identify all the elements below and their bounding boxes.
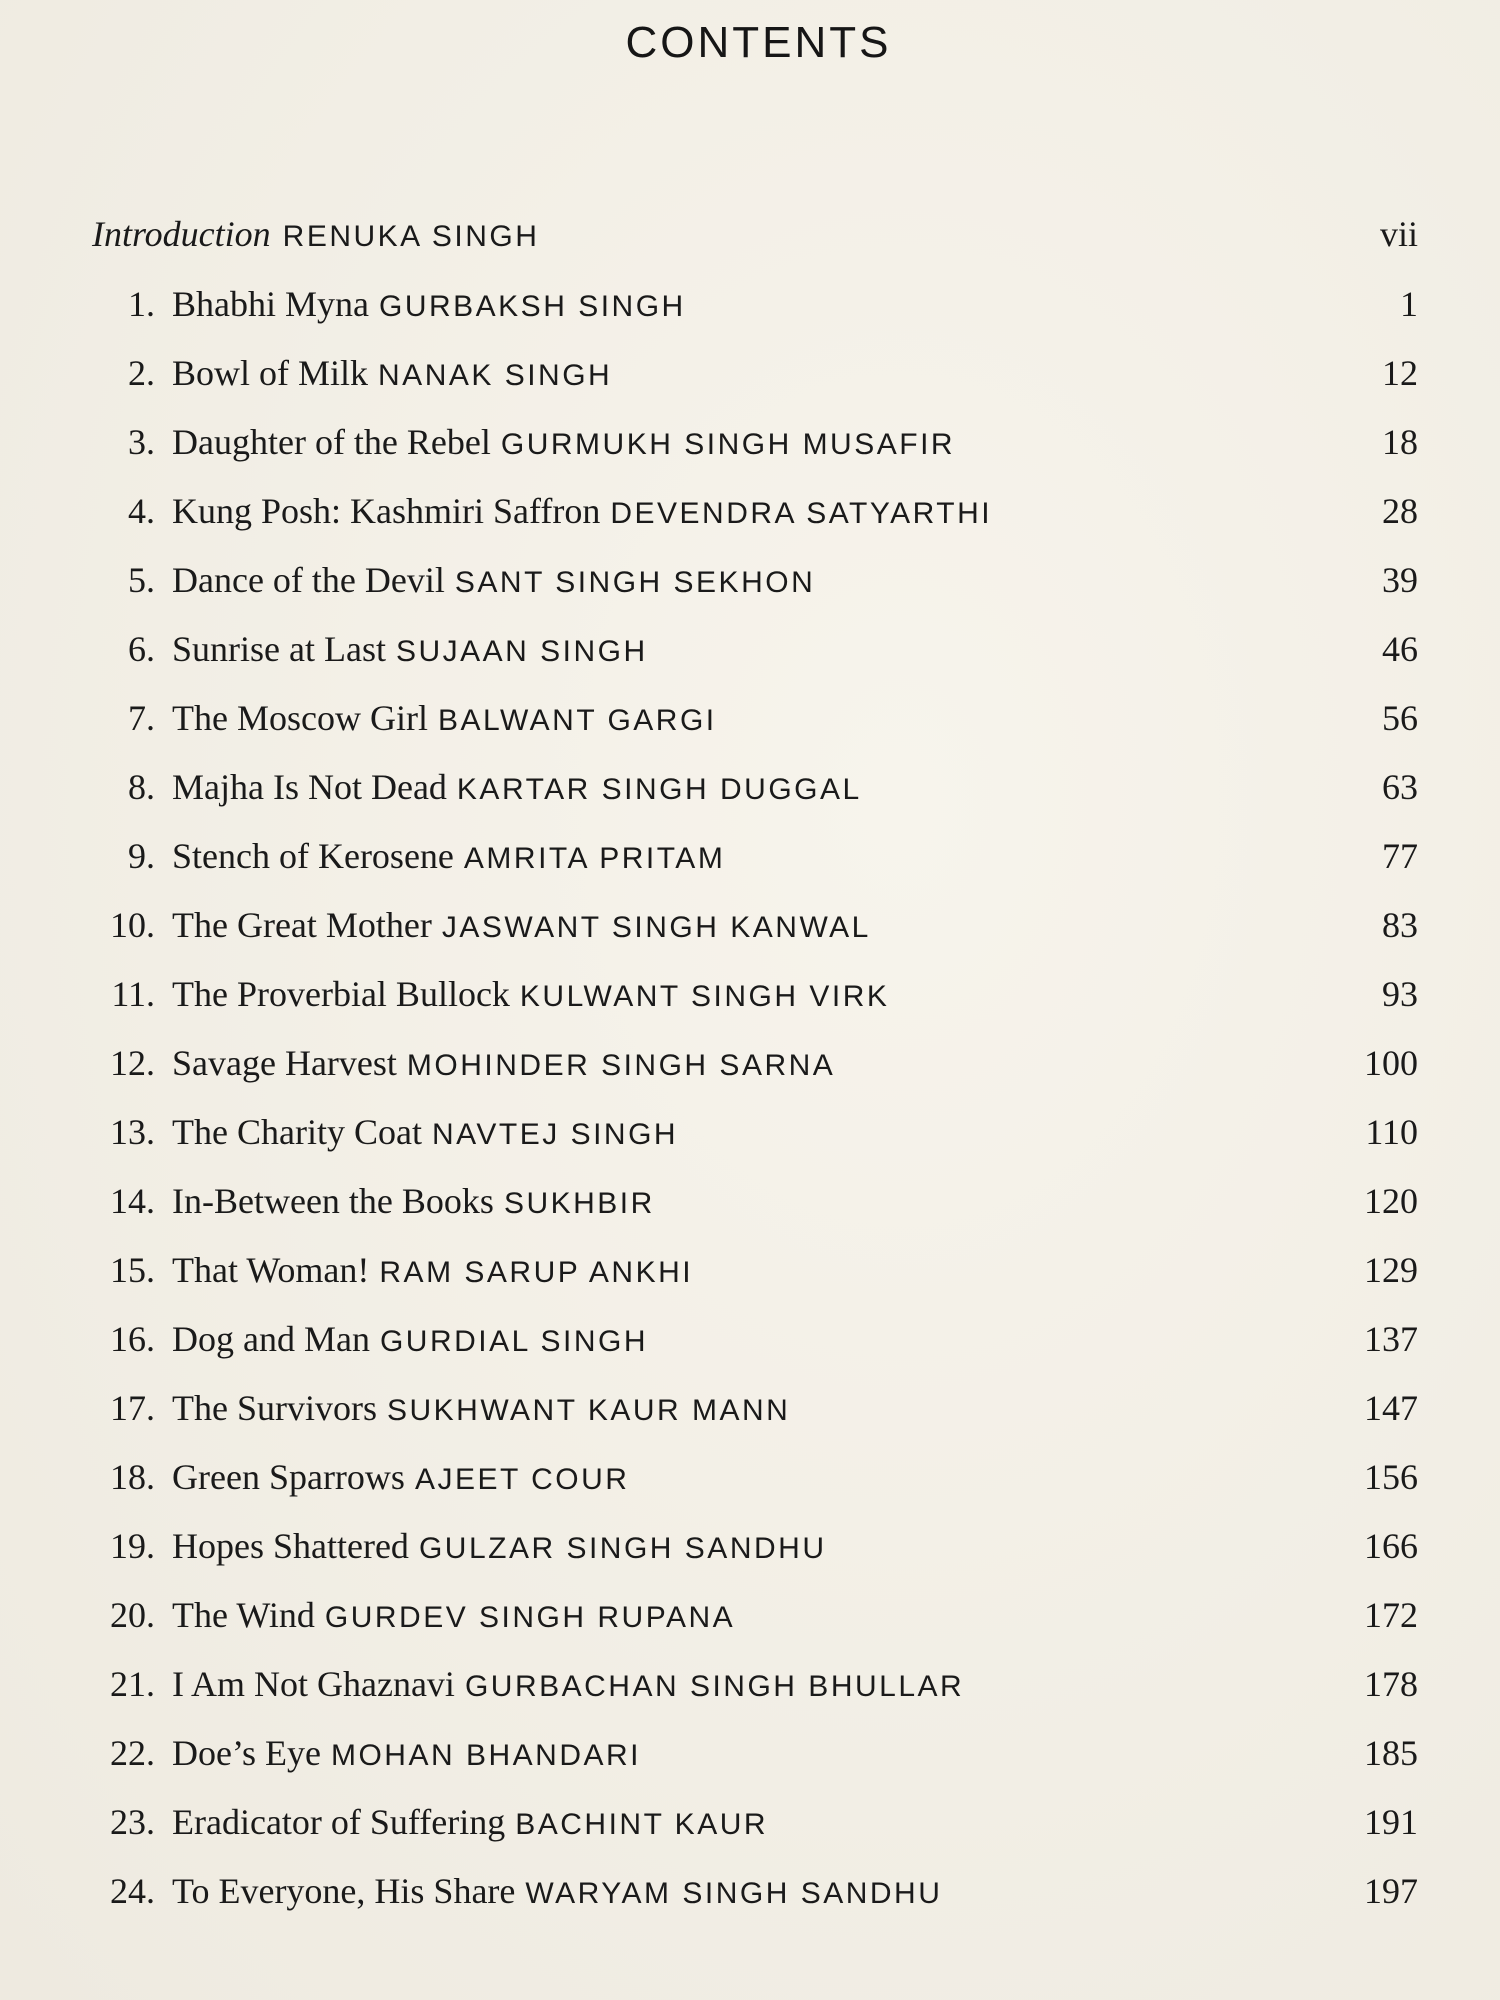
toc-entry	[172, 1522, 826, 1573]
story-title: Savage Harvest	[172, 1043, 397, 1083]
story-title: In-Between the Books	[172, 1181, 494, 1221]
toc-entry	[172, 1039, 835, 1090]
page-number: 147	[1364, 1388, 1418, 1428]
chapter-number: 9.	[128, 836, 155, 876]
author-name: GURBAKSH SINGH	[378, 290, 686, 323]
toc-entry	[172, 1108, 678, 1159]
page-number: 137	[1364, 1319, 1418, 1359]
author-name: SANT SINGH SEKHON	[454, 566, 816, 599]
page-number: 197	[1364, 1871, 1418, 1911]
story-title: Bowl of Milk	[172, 353, 369, 393]
story-title: Stench of Kerosene	[172, 836, 454, 876]
author-name: NAVTEJ SINGH	[431, 1118, 679, 1151]
chapter-number: 22.	[110, 1733, 155, 1773]
page-number: 77	[1382, 836, 1418, 876]
story-title: The Moscow Girl	[172, 698, 428, 738]
page-number: 100	[1364, 1043, 1418, 1083]
author-name: RAM SARUP ANKHI	[379, 1256, 694, 1289]
toc-row	[0, 625, 1500, 685]
story-title: Doe’s Eye	[172, 1733, 321, 1773]
story-title: The Proverbial Bullock	[172, 974, 510, 1014]
contents-heading: CONTENTS	[625, 18, 892, 67]
story-title: The Wind	[172, 1595, 315, 1635]
author-name: SUJAAN SINGH	[395, 635, 648, 668]
page-number: 18	[1382, 422, 1418, 462]
toc-row	[0, 1108, 1500, 1168]
author-name: GURDIAL SINGH	[379, 1325, 649, 1358]
chapter-number: 23.	[110, 1802, 155, 1842]
chapter-number: 20.	[110, 1595, 155, 1635]
author-name: MOHINDER SINGH SARNA	[406, 1049, 836, 1082]
toc-entry	[172, 556, 815, 607]
toc-row	[0, 418, 1500, 478]
toc-row	[0, 280, 1500, 340]
author-name: MOHAN BHANDARI	[330, 1739, 641, 1772]
author-name: WARYAM SINGH SANDHU	[525, 1877, 943, 1910]
toc-entry	[172, 1798, 768, 1849]
toc-entry	[172, 832, 725, 883]
toc-entry	[172, 349, 612, 400]
toc-entry	[172, 901, 871, 952]
toc-row	[0, 1591, 1500, 1651]
chapter-number: 1.	[128, 284, 155, 324]
toc-entry	[172, 1591, 735, 1642]
story-title: Green Sparrows	[172, 1457, 405, 1497]
toc-row	[0, 1039, 1500, 1099]
toc-entry	[172, 1177, 655, 1228]
story-title: Dance of the Devil	[172, 560, 445, 600]
toc-row	[0, 1522, 1500, 1582]
story-title: Sunrise at Last	[172, 629, 386, 669]
author-name: BACHINT KAUR	[515, 1808, 769, 1841]
author-name: BALWANT GARGI	[437, 704, 717, 737]
toc-row-introduction	[0, 210, 1500, 270]
page-number: vii	[1379, 214, 1418, 254]
chapter-number: 15.	[110, 1250, 155, 1290]
toc-row	[0, 901, 1500, 961]
toc-entry	[172, 694, 717, 745]
toc-row	[0, 1660, 1500, 1720]
toc-entry	[172, 1246, 693, 1297]
toc-entry	[172, 625, 648, 676]
author-name: GURBACHAN SINGH BHULLAR	[464, 1670, 965, 1703]
story-title: Dog and Man	[172, 1319, 370, 1359]
toc-entry	[172, 1315, 648, 1366]
toc-entry	[172, 1729, 641, 1780]
chapter-number: 21.	[110, 1664, 155, 1704]
author-name: RENUKA SINGH	[282, 220, 540, 253]
story-title: Kung Posh: Kashmiri Saffron	[172, 491, 601, 531]
story-title: Introduction	[92, 214, 271, 254]
toc-row	[0, 763, 1500, 823]
chapter-number: 19.	[110, 1526, 155, 1566]
toc-row	[0, 1729, 1500, 1789]
story-title: The Charity Coat	[172, 1112, 422, 1152]
story-title: I Am Not Ghaznavi	[172, 1664, 455, 1704]
author-name: KULWANT SINGH VIRK	[519, 980, 890, 1013]
page-number: 56	[1382, 698, 1418, 738]
story-title: Bhabhi Myna	[172, 284, 369, 324]
page-number: 172	[1364, 1595, 1418, 1635]
page-number: 39	[1382, 560, 1418, 600]
chapter-number: 4.	[128, 491, 155, 531]
author-name: GULZAR SINGH SANDHU	[418, 1532, 827, 1565]
chapter-number: 10.	[110, 905, 155, 945]
toc-row	[0, 1177, 1500, 1237]
toc-entry	[172, 1453, 629, 1504]
chapter-number: 24.	[110, 1871, 155, 1911]
story-title: To Everyone, His Share	[172, 1871, 516, 1911]
toc-row	[0, 1453, 1500, 1513]
chapter-number: 17.	[110, 1388, 155, 1428]
toc-row	[0, 694, 1500, 754]
toc-row	[0, 1867, 1500, 1927]
author-name: SUKHWANT KAUR MANN	[386, 1394, 791, 1427]
author-name: GURMUKH SINGH MUSAFIR	[500, 428, 956, 461]
toc-row	[0, 1315, 1500, 1375]
toc-row	[0, 556, 1500, 616]
toc-entry	[92, 210, 539, 261]
chapter-number: 6.	[128, 629, 155, 669]
toc-row	[0, 1246, 1500, 1306]
chapter-number: 3.	[128, 422, 155, 462]
page-number: 156	[1364, 1457, 1418, 1497]
toc-entry	[172, 763, 862, 814]
page-number: 46	[1382, 629, 1418, 669]
toc-entry	[172, 280, 686, 331]
story-title: The Great Mother	[172, 905, 432, 945]
chapter-number: 11.	[111, 974, 155, 1014]
page-number: 28	[1382, 491, 1418, 531]
toc-entry	[172, 1384, 790, 1435]
toc-row	[0, 832, 1500, 892]
story-title: Hopes Shattered	[172, 1526, 409, 1566]
story-title: That Woman!	[172, 1250, 370, 1290]
page-number: 1	[1400, 284, 1418, 324]
author-name: JASWANT SINGH KANWAL	[441, 911, 871, 944]
toc-row	[0, 349, 1500, 409]
toc-row	[0, 970, 1500, 1030]
chapter-number: 16.	[110, 1319, 155, 1359]
chapter-number: 18.	[110, 1457, 155, 1497]
page-number: 191	[1364, 1802, 1418, 1842]
story-title: Eradicator of Suffering	[172, 1802, 506, 1842]
page-number: 110	[1365, 1112, 1418, 1152]
page-number: 63	[1382, 767, 1418, 807]
chapter-number: 2.	[128, 353, 155, 393]
toc-entry	[172, 487, 992, 538]
chapter-number: 7.	[128, 698, 155, 738]
author-name: DEVENDRA SATYARTHI	[610, 497, 993, 530]
story-title: Majha Is Not Dead	[172, 767, 447, 807]
toc-entry	[172, 970, 889, 1021]
page-number: 185	[1364, 1733, 1418, 1773]
page-number: 83	[1382, 905, 1418, 945]
author-name: AJEET COUR	[414, 1463, 630, 1496]
toc-row	[0, 487, 1500, 547]
author-name: SUKHBIR	[503, 1187, 655, 1220]
toc-row	[0, 1798, 1500, 1858]
toc-entry	[172, 1660, 964, 1711]
page-number: 178	[1364, 1664, 1418, 1704]
chapter-number: 12.	[110, 1043, 155, 1083]
page-number: 120	[1364, 1181, 1418, 1221]
chapter-number: 13.	[110, 1112, 155, 1152]
chapter-number: 8.	[128, 767, 155, 807]
author-name: NANAK SINGH	[378, 359, 613, 392]
page-number: 129	[1364, 1250, 1418, 1290]
toc-row	[0, 1384, 1500, 1444]
page-number: 166	[1364, 1526, 1418, 1566]
chapter-number: 14.	[110, 1181, 155, 1221]
page-number: 93	[1382, 974, 1418, 1014]
author-name: AMRITA PRITAM	[463, 842, 726, 875]
chapter-number: 5.	[128, 560, 155, 600]
toc-entry	[172, 418, 955, 469]
author-name: GURDEV SINGH RUPANA	[324, 1601, 736, 1634]
author-name: KARTAR SINGH DUGGAL	[456, 773, 862, 806]
story-title: Daughter of the Rebel	[172, 422, 491, 462]
page-number: 12	[1382, 353, 1418, 393]
toc-entry	[172, 1867, 942, 1918]
story-title: The Survivors	[172, 1388, 377, 1428]
